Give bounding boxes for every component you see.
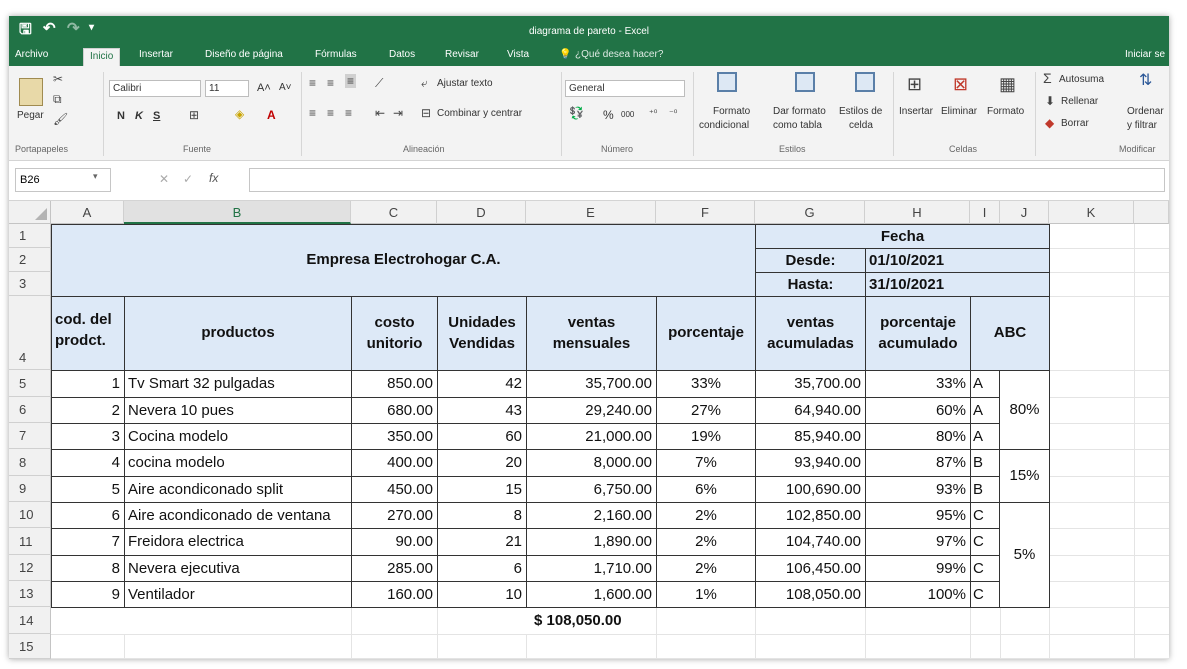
cell-porcentaje[interactable]: 1% [656, 581, 756, 608]
formula-input[interactable] [249, 168, 1165, 192]
col-header-b[interactable]: B [124, 201, 351, 224]
decrease-decimal-icon[interactable]: ⁻⁰ [669, 108, 678, 118]
fill-color-icon[interactable]: ◈ [235, 107, 245, 121]
col-header-d[interactable]: D [437, 201, 526, 224]
group-alineacion: Alineación [403, 144, 445, 154]
cell-ventas[interactable]: 6,750.00 [526, 476, 657, 503]
font-name-dropdown[interactable]: Calibri [109, 80, 201, 97]
desde-value-cell[interactable]: 01/10/2021 [865, 248, 1050, 273]
cell-porcentaje[interactable]: 2% [656, 528, 756, 556]
cell-cod[interactable]: 5 [51, 476, 125, 503]
cell-porcentaje-acumulado[interactable]: 93% [865, 476, 971, 503]
col-header-h[interactable]: H [865, 201, 970, 224]
cell-producto[interactable]: Cocina modelo [124, 423, 352, 450]
tell-me-search[interactable]: ¿Qué desea hacer? [575, 49, 664, 60]
ribbon-tabs [9, 46, 1169, 66]
row-header[interactable]: 15 [9, 634, 51, 659]
merge-center-button[interactable]: Combinar y centrar [437, 108, 523, 119]
cell-unidades[interactable]: 15 [437, 476, 527, 503]
cell-ventas[interactable]: 21,000.00 [526, 423, 657, 450]
excel-window [9, 16, 1169, 659]
conditional-format-label-1[interactable]: Formato [713, 106, 751, 117]
tab-formulas[interactable]: Fórmulas [315, 49, 357, 60]
tab-inicio[interactable]: Inicio [83, 48, 120, 66]
clear-button[interactable]: Borrar [1061, 118, 1089, 129]
cell-clase[interactable]: C [970, 555, 1000, 582]
cell-ventas[interactable]: 29,240.00 [526, 397, 657, 424]
align-left-icon[interactable]: ≡ [309, 106, 317, 120]
sort-filter-icon[interactable]: ⇅ [1139, 72, 1153, 89]
cell-porcentaje-acumulado[interactable]: 100% [865, 581, 971, 608]
cell-unidades[interactable]: 60 [437, 423, 527, 450]
row-header[interactable]: 12 [9, 555, 51, 581]
row-header[interactable]: 2 [9, 248, 51, 272]
cell-porcentaje[interactable]: 19% [656, 423, 756, 450]
cell-producto[interactable]: Tv Smart 32 pulgadas [124, 370, 352, 398]
cell-producto[interactable]: Nevera ejecutiva [124, 555, 352, 582]
underline-button[interactable]: S [153, 110, 161, 122]
paste-button[interactable]: Pegar [17, 110, 44, 121]
total-ventas-cell[interactable]: $ 108,050.00 [534, 612, 622, 629]
cell-costo[interactable]: 850.00 [351, 370, 438, 398]
font-color-icon[interactable]: A [267, 108, 276, 122]
wrap-text-icon[interactable]: ⤶ [421, 76, 428, 90]
tab-diseno[interactable]: Diseño de página [205, 49, 283, 60]
cell-clase[interactable]: C [970, 581, 1000, 608]
cell-unidades[interactable]: 21 [437, 528, 527, 556]
lightbulb-icon: 💡 [559, 49, 572, 60]
undo-icon[interactable]: ↶ [43, 20, 56, 37]
tab-vista[interactable]: Vista [507, 49, 530, 60]
col-header-e[interactable]: E [526, 201, 656, 224]
group-celdas: Celdas [949, 144, 978, 154]
font-size-dropdown[interactable]: 11 [205, 80, 249, 97]
window-title: diagrama de pareto - Excel [528, 26, 650, 37]
delete-cells-button[interactable]: Eliminar [941, 106, 978, 117]
cell-cod[interactable]: 9 [51, 581, 125, 608]
hasta-value-cell[interactable]: 31/10/2021 [865, 272, 1050, 297]
format-as-table-label-1[interactable]: Dar formato [773, 106, 826, 117]
cell-producto[interactable]: Freidora electrica [124, 528, 352, 556]
cell-unidades[interactable]: 10 [437, 581, 527, 608]
row-header[interactable]: 10 [9, 502, 51, 528]
col-header-a[interactable]: A [51, 201, 124, 224]
insert-cells-icon[interactable]: ⊞ [907, 74, 923, 94]
insert-function-icon[interactable]: fx [209, 171, 219, 185]
increase-indent-icon[interactable]: ⇥ [393, 106, 404, 120]
cell-costo[interactable]: 450.00 [351, 476, 438, 503]
group-portapapeles: Portapapeles [15, 144, 69, 154]
header-porcentaje[interactable]: porcentaje [656, 296, 756, 371]
cell-unidades[interactable]: 8 [437, 502, 527, 529]
clear-icon[interactable]: ◆ [1045, 116, 1055, 130]
header-ventas-acumuladas[interactable]: ventas acumuladas [755, 296, 866, 371]
cell-porcentaje-acumulado[interactable]: 99% [865, 555, 971, 582]
cell-porcentaje[interactable]: 6% [656, 476, 756, 503]
hasta-label-cell[interactable]: Hasta: [755, 272, 866, 297]
abc-group-b[interactable]: 15% [999, 449, 1050, 503]
cell-unidades[interactable]: 42 [437, 370, 527, 398]
cell-styles-icon[interactable] [855, 72, 875, 92]
header-productos[interactable]: productos [124, 296, 352, 371]
cell-ventas[interactable]: 1,600.00 [526, 581, 657, 608]
cell-cod[interactable]: 1 [51, 370, 125, 398]
cell-producto[interactable]: Nevera 10 pues [124, 397, 352, 424]
row-header[interactable]: 1 [9, 224, 51, 248]
cell-porcentaje-acumulado[interactable]: 97% [865, 528, 971, 556]
merge-icon[interactable]: ⊟ [421, 106, 432, 120]
name-box-dropdown-icon[interactable]: ▾ [93, 171, 98, 181]
copy-icon[interactable]: ⧉ [53, 92, 62, 106]
format-cells-icon[interactable]: ▦ [999, 74, 1017, 94]
cell-costo[interactable]: 400.00 [351, 449, 438, 477]
cell-porcentaje[interactable]: 27% [656, 397, 756, 424]
cell-producto[interactable]: Ventilador [124, 581, 352, 608]
tab-insertar[interactable]: Insertar [139, 49, 173, 60]
cell-costo[interactable]: 160.00 [351, 581, 438, 608]
header-ventas[interactable]: ventas mensuales [526, 296, 657, 371]
col-header-j[interactable]: J [1000, 201, 1049, 224]
cut-icon[interactable]: ✂ [53, 72, 64, 86]
name-box[interactable]: B26 [15, 168, 111, 192]
cell-ventas[interactable]: 2,160.00 [526, 502, 657, 529]
sort-filter-label-1[interactable]: Ordenar [1127, 106, 1164, 117]
cell-clase[interactable]: B [970, 449, 1000, 477]
cell-unidades[interactable]: 20 [437, 449, 527, 477]
cell-ventas-acumuladas[interactable]: 85,940.00 [755, 423, 866, 450]
cell-porcentaje[interactable]: 2% [656, 502, 756, 529]
cell-ventas-acumuladas[interactable]: 64,940.00 [755, 397, 866, 424]
format-as-table-label-2[interactable]: como tabla [773, 120, 822, 131]
col-header-i[interactable]: I [970, 201, 1000, 224]
align-middle-icon[interactable]: ≡ [327, 76, 335, 90]
confirm-entry-icon[interactable]: ✓ [183, 172, 194, 186]
cell-porcentaje[interactable]: 7% [656, 449, 756, 477]
cancel-entry-icon[interactable]: ✕ [159, 172, 170, 186]
cell-costo[interactable]: 285.00 [351, 555, 438, 582]
row-header[interactable]: 3 [9, 272, 51, 296]
conditional-format-icon[interactable] [717, 72, 737, 92]
cell-porcentaje-acumulado[interactable]: 33% [865, 370, 971, 398]
select-all-corner[interactable] [9, 201, 51, 224]
cell-clase[interactable]: C [970, 528, 1000, 556]
header-cod[interactable]: cod. del prodct. [51, 296, 125, 371]
header-porcentaje-acumulado[interactable]: porcentaje acumulado [865, 296, 971, 371]
row-header[interactable]: 8 [9, 449, 51, 476]
cell-porcentaje-acumulado[interactable]: 80% [865, 423, 971, 450]
redo-icon[interactable]: ↷ [67, 20, 80, 37]
worksheet-grid[interactable] [9, 201, 1169, 659]
cell-cod[interactable]: 8 [51, 555, 125, 582]
header-unidades[interactable]: Unidades Vendidas [437, 296, 527, 371]
format-cells-button[interactable]: Formato [987, 106, 1025, 117]
italic-button[interactable]: K [135, 110, 143, 122]
cell-cod[interactable]: 7 [51, 528, 125, 556]
col-header-c[interactable]: C [351, 201, 437, 224]
cell-ventas-acumuladas[interactable]: 102,850.00 [755, 502, 866, 529]
company-title-cell[interactable]: Empresa Electrohogar C.A. [51, 224, 756, 297]
cell-ventas[interactable]: 1,710.00 [526, 555, 657, 582]
row-header[interactable]: 4 [9, 296, 51, 370]
fill-button[interactable]: Rellenar [1061, 96, 1099, 107]
group-estilos: Estilos [779, 144, 806, 154]
tab-archivo[interactable]: Archivo [15, 49, 49, 60]
tab-datos[interactable]: Datos [389, 49, 416, 60]
desde-label-cell[interactable]: Desde: [755, 248, 866, 273]
save-icon[interactable]: 🖫 [19, 21, 32, 38]
header-abc[interactable]: ABC [970, 296, 1050, 371]
cell-cod[interactable]: 6 [51, 502, 125, 529]
col-header-f[interactable]: F [656, 201, 755, 224]
col-header-g[interactable]: G [755, 201, 865, 224]
row-header[interactable]: 5 [9, 370, 51, 397]
paste-icon[interactable] [19, 78, 43, 106]
row-header[interactable]: 11 [9, 528, 51, 555]
customize-qat-icon[interactable]: ▾ [89, 22, 95, 33]
percent-button[interactable]: % [603, 108, 614, 122]
align-bottom-icon[interactable]: ≡ [347, 74, 355, 88]
cell-porcentaje-acumulado[interactable]: 60% [865, 397, 971, 424]
cell-ventas-acumuladas[interactable]: 35,700.00 [755, 370, 866, 398]
cell-unidades[interactable]: 6 [437, 555, 527, 582]
format-as-table-icon[interactable] [795, 72, 815, 92]
cell-clase[interactable]: B [970, 476, 1000, 503]
cell-ventas[interactable]: 8,000.00 [526, 449, 657, 477]
col-header-l[interactable] [1134, 201, 1169, 224]
col-header-k[interactable]: K [1049, 201, 1134, 224]
group-modificar: Modificar [1119, 144, 1156, 154]
cell-styles-label-2[interactable]: celda [849, 120, 873, 131]
abc-group-c[interactable]: 5% [999, 502, 1050, 608]
cell-ventas-acumuladas[interactable]: 108,050.00 [755, 581, 866, 608]
fecha-label-cell[interactable]: Fecha [755, 224, 1050, 249]
increase-decimal-icon[interactable]: ⁺⁰ [649, 108, 658, 118]
thousands-button[interactable]: 000 [621, 110, 635, 119]
sign-in-link[interactable]: Iniciar se [1125, 49, 1166, 60]
currency-icon[interactable]: 💱 [569, 106, 584, 120]
cell-clase[interactable]: A [970, 397, 1000, 424]
increase-font-icon[interactable]: A˄ [257, 82, 271, 94]
group-numero: Número [601, 144, 634, 154]
number-format-dropdown[interactable]: General [565, 80, 685, 97]
abc-group-a[interactable]: 80% [999, 370, 1050, 450]
cell-porcentaje-acumulado[interactable]: 95% [865, 502, 971, 529]
wrap-text-button[interactable]: Ajustar texto [437, 78, 493, 89]
cell-clase[interactable]: A [970, 423, 1000, 450]
tab-revisar[interactable]: Revisar [445, 49, 479, 60]
cell-porcentaje[interactable]: 2% [656, 555, 756, 582]
borders-icon[interactable]: ⊞ [189, 108, 200, 122]
align-center-icon[interactable]: ≡ [327, 106, 335, 120]
decrease-indent-icon[interactable]: ⇤ [375, 106, 386, 120]
cell-producto[interactable]: Aire acondiconado split [124, 476, 352, 503]
cell-cod[interactable]: 3 [51, 423, 125, 450]
header-costo[interactable]: costo unitorio [351, 296, 438, 371]
cell-producto[interactable]: Aire acondiconado de ventana [124, 502, 352, 529]
bold-button[interactable]: N [117, 110, 125, 122]
cell-ventas-acumuladas[interactable]: 106,450.00 [755, 555, 866, 582]
cell-styles-label-1[interactable]: Estilos de [839, 106, 883, 117]
cell-porcentaje[interactable]: 33% [656, 370, 756, 398]
insert-cells-button[interactable]: Insertar [899, 106, 933, 117]
cell-clase[interactable]: C [970, 502, 1000, 529]
fill-icon[interactable]: ⬇ [1045, 94, 1056, 108]
title-bar [9, 16, 1169, 46]
row-header[interactable]: 6 [9, 397, 51, 423]
decrease-font-icon[interactable]: A˅ [279, 82, 292, 93]
cell-ventas-acumuladas[interactable]: 93,940.00 [755, 449, 866, 477]
format-painter-icon[interactable]: 🖌 [53, 112, 69, 126]
cell-ventas[interactable]: 35,700.00 [526, 370, 657, 398]
delete-cells-icon[interactable]: ⊠ [953, 74, 969, 94]
cell-clase[interactable]: A [970, 370, 1000, 398]
orientation-icon[interactable]: ⟋ [375, 76, 384, 90]
cell-unidades[interactable]: 43 [437, 397, 527, 424]
autosum-button[interactable]: Autosuma [1059, 74, 1105, 85]
cell-ventas[interactable]: 1,890.00 [526, 528, 657, 556]
cell-ventas-acumuladas[interactable]: 104,740.00 [755, 528, 866, 556]
autosum-icon[interactable]: Σ [1043, 70, 1052, 86]
group-fuente: Fuente [183, 144, 212, 154]
row-header[interactable]: 7 [9, 423, 51, 449]
align-right-icon[interactable]: ≡ [345, 106, 353, 120]
conditional-format-label-2[interactable]: condicional [699, 120, 750, 131]
sort-filter-label-2[interactable]: y filtrar [1127, 120, 1157, 131]
formula-bar [9, 161, 1169, 201]
row-header[interactable]: 13 [9, 581, 51, 607]
ribbon [9, 66, 1169, 161]
row-header[interactable]: 9 [9, 476, 51, 502]
cell-cod[interactable]: 4 [51, 449, 125, 477]
row-header[interactable]: 14 [9, 607, 51, 634]
cell-porcentaje-acumulado[interactable]: 87% [865, 449, 971, 477]
cell-costo[interactable]: 90.00 [351, 528, 438, 556]
cell-costo[interactable]: 680.00 [351, 397, 438, 424]
cell-costo[interactable]: 350.00 [351, 423, 438, 450]
cell-producto[interactable]: cocina modelo [124, 449, 352, 477]
cell-ventas-acumuladas[interactable]: 100,690.00 [755, 476, 866, 503]
cell-costo[interactable]: 270.00 [351, 502, 438, 529]
cell-cod[interactable]: 2 [51, 397, 125, 424]
align-top-icon[interactable]: ≡ [309, 76, 317, 90]
